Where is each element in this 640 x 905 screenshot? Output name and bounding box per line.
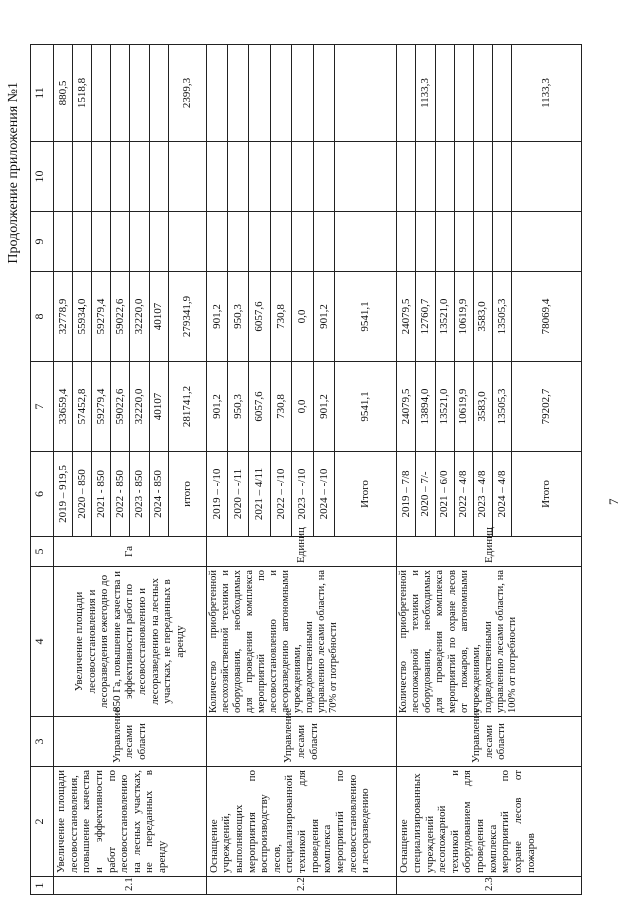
empty-cell [92, 212, 111, 272]
year-plan: 2024 – 4/8 [492, 452, 511, 537]
measure-name: Оснащение учреждений, выполняющих мероприятия по воспроизводству лесов, специализированной техникой для проведения комплекса мероприятий по лесовосстановлению и лесоразведению [206, 767, 397, 877]
total-label: итого [168, 452, 206, 537]
empty-cell [435, 142, 454, 212]
year-plan: 2021 – 4/11 [249, 452, 270, 537]
empty-cell [270, 212, 291, 272]
empty-cell [416, 142, 435, 212]
empty-cell [270, 45, 291, 142]
value-cell: 32220,0 [130, 362, 149, 452]
value-cell: 13505,3 [492, 272, 511, 362]
total-value: 78069,4 [512, 272, 582, 362]
row-number: 2.3 [397, 877, 582, 895]
value-cell: 40107 [149, 362, 168, 452]
empty-cell [168, 142, 206, 212]
year-plan: 2019 – 7/8 [397, 452, 416, 537]
table-row [397, 45, 416, 895]
indicator: Увеличение площади лесовосстановления и лесоразведения ежегодно до 850 Га, повышение качества и эффективности работ по лесовосстановлению и лесоразведению на лесных участках, не переданных в аренду [53, 567, 206, 717]
empty-cell [228, 45, 249, 142]
total-value: 9541,1 [335, 362, 397, 452]
unit: Единиц [206, 537, 397, 567]
empty-cell [206, 45, 227, 142]
total-value: 2399,3 [168, 45, 206, 142]
header-cell: 5 [31, 537, 54, 567]
empty-cell [168, 212, 206, 272]
value-cell: 901,2 [313, 362, 334, 452]
header-cell: 1 [31, 877, 54, 895]
value-cell: 3583,0 [473, 272, 492, 362]
empty-cell [512, 142, 582, 212]
page-number: 7 [606, 498, 621, 505]
empty-cell [473, 45, 492, 142]
year-plan: 2020 – -/11 [228, 452, 249, 537]
value-cell: 32220,0 [130, 272, 149, 362]
row-number: 2.2 [206, 877, 397, 895]
total-value: 1133,3 [512, 45, 582, 142]
year-plan: 2021 – 6/0 [435, 452, 454, 537]
empty-cell [92, 142, 111, 212]
empty-cell [249, 142, 270, 212]
value-cell: 901,2 [206, 272, 227, 362]
empty-cell [335, 142, 397, 212]
empty-cell [111, 45, 130, 142]
empty-cell [512, 212, 582, 272]
indicator: Количество приобретенной лесохозяйственной техники и оборудования, необходимых для проведения комплекса мероприятий по лесовосстановлению и лесоразведению автономными учреждениями, подведомственными управлению лесами области, на 70% от потребности [206, 567, 397, 717]
year-plan: 2022 – 4/8 [454, 452, 473, 537]
empty-cell [292, 45, 313, 142]
empty-cell [435, 45, 454, 142]
empty-cell [249, 45, 270, 142]
empty-cell [454, 212, 473, 272]
value-cell: 901,2 [313, 272, 334, 362]
value-cell: 10619,9 [454, 362, 473, 452]
executor: Управление лесами области [397, 717, 582, 767]
empty-cell [249, 212, 270, 272]
year-plan: 2023 – -/10 [292, 452, 313, 537]
value-cell: 1518,8 [73, 45, 92, 142]
year-plan: 2023 – 4/8 [473, 452, 492, 537]
value-cell: 33659,4 [53, 362, 72, 452]
year-plan: 2024 – -/10 [313, 452, 334, 537]
executor: Управление лесами области [53, 717, 206, 767]
empty-cell [473, 212, 492, 272]
value-cell: 950,3 [228, 272, 249, 362]
executor: Управление лесами области [206, 717, 397, 767]
empty-cell [473, 142, 492, 212]
header-cell: 2 [31, 767, 54, 877]
empty-cell [130, 212, 149, 272]
value-cell: 730,8 [270, 362, 291, 452]
year-plan: 2020 – 850 [73, 452, 92, 537]
value-cell: 55934,0 [73, 272, 92, 362]
indicator: Количество приобретенной лесопожарной техники и оборудования, необходимых для проведения комплекса мероприятий по охране лесов от пожаров, автономными учреждениями, подведомственными управлению лесами области, на 100% от потребности [397, 567, 582, 717]
value-cell: 10619,9 [454, 272, 473, 362]
header-cell: 10 [31, 142, 54, 212]
value-cell: 880,5 [53, 45, 72, 142]
year-plan: 2019 – 919,5 [53, 452, 72, 537]
empty-cell [111, 142, 130, 212]
value-cell: 0,0 [292, 362, 313, 452]
value-cell: 40107 [149, 272, 168, 362]
header-row [31, 45, 54, 895]
empty-cell [313, 45, 334, 142]
year-plan: 2021 - 850 [92, 452, 111, 537]
measure-name: Оснащение специализированных учреждений лесопожарной техникой и оборудованием для проведения комплекса мероприятий по охране лесов от пожаров [397, 767, 582, 877]
empty-cell [149, 212, 168, 272]
value-cell: 6057,6 [249, 272, 270, 362]
value-cell: 6057,6 [249, 362, 270, 452]
empty-cell [53, 142, 72, 212]
total-value: 279341,9 [168, 272, 206, 362]
empty-cell [149, 45, 168, 142]
value-cell: 32778,9 [53, 272, 72, 362]
empty-cell [397, 45, 416, 142]
value-cell: 59022,6 [111, 272, 130, 362]
empty-cell [454, 45, 473, 142]
value-cell: 901,2 [206, 362, 227, 452]
value-cell: 59022,6 [111, 362, 130, 452]
unit: Единиц [397, 537, 582, 567]
value-cell: 24079,5 [397, 272, 416, 362]
empty-cell [335, 212, 397, 272]
year-plan: 2019 – -/10 [206, 452, 227, 537]
empty-cell [206, 212, 227, 272]
empty-cell [492, 142, 511, 212]
total-label: Итого [512, 452, 582, 537]
measure-name: Увеличение площади лесовосстановления, повышение качества и эффективности работ по лесовосстановлению на лесных участках, не переданных в аренду [53, 767, 206, 877]
header-cell: 3 [31, 717, 54, 767]
empty-cell [73, 212, 92, 272]
value-cell: 1133,3 [416, 45, 435, 142]
empty-cell [492, 212, 511, 272]
value-cell: 12760,7 [416, 272, 435, 362]
total-value: 281741,2 [168, 362, 206, 452]
value-cell: 59279,4 [92, 362, 111, 452]
empty-cell [228, 212, 249, 272]
empty-cell [270, 142, 291, 212]
year-plan: 2023 - 850 [130, 452, 149, 537]
value-cell: 0,0 [292, 272, 313, 362]
value-cell: 59279,4 [92, 272, 111, 362]
empty-cell [492, 45, 511, 142]
empty-cell [435, 212, 454, 272]
empty-cell [292, 212, 313, 272]
empty-cell [292, 142, 313, 212]
value-cell: 13521,0 [435, 272, 454, 362]
value-cell: 24079,5 [397, 362, 416, 452]
empty-cell [335, 45, 397, 142]
year-plan: 2024 - 850 [149, 452, 168, 537]
empty-cell [313, 212, 334, 272]
table-row [206, 45, 227, 895]
year-plan: 2022 - 850 [111, 452, 130, 537]
empty-cell [454, 142, 473, 212]
total-value: 9541,1 [335, 272, 397, 362]
header-cell: 9 [31, 212, 54, 272]
empty-cell [111, 212, 130, 272]
empty-cell [206, 142, 227, 212]
unit: Га [53, 537, 206, 567]
table-row [53, 45, 72, 895]
empty-cell [130, 142, 149, 212]
value-cell: 13894,0 [416, 362, 435, 452]
header-cell: 8 [31, 272, 54, 362]
empty-cell [149, 142, 168, 212]
empty-cell [92, 45, 111, 142]
continuation-note: Продолжение приложения №1 [6, 82, 21, 264]
header-cell: 11 [31, 45, 54, 142]
empty-cell [397, 212, 416, 272]
total-value: 79202,7 [512, 362, 582, 452]
total-label: Итого [335, 452, 397, 537]
header-cell: 7 [31, 362, 54, 452]
value-cell: 57452,8 [73, 362, 92, 452]
value-cell: 3583,0 [473, 362, 492, 452]
value-cell: 950,3 [228, 362, 249, 452]
empty-cell [397, 142, 416, 212]
empty-cell [416, 212, 435, 272]
value-cell: 13521,0 [435, 362, 454, 452]
program-table [30, 44, 582, 895]
empty-cell [73, 142, 92, 212]
value-cell: 730,8 [270, 272, 291, 362]
header-cell: 6 [31, 452, 54, 537]
empty-cell [313, 142, 334, 212]
row-number: 2.1 [53, 877, 206, 895]
year-plan: 2022 – -/10 [270, 452, 291, 537]
empty-cell [228, 142, 249, 212]
header-cell: 4 [31, 567, 54, 717]
year-plan: 2020 – 7/- [416, 452, 435, 537]
value-cell: 13505,3 [492, 362, 511, 452]
empty-cell [53, 212, 72, 272]
empty-cell [130, 45, 149, 142]
